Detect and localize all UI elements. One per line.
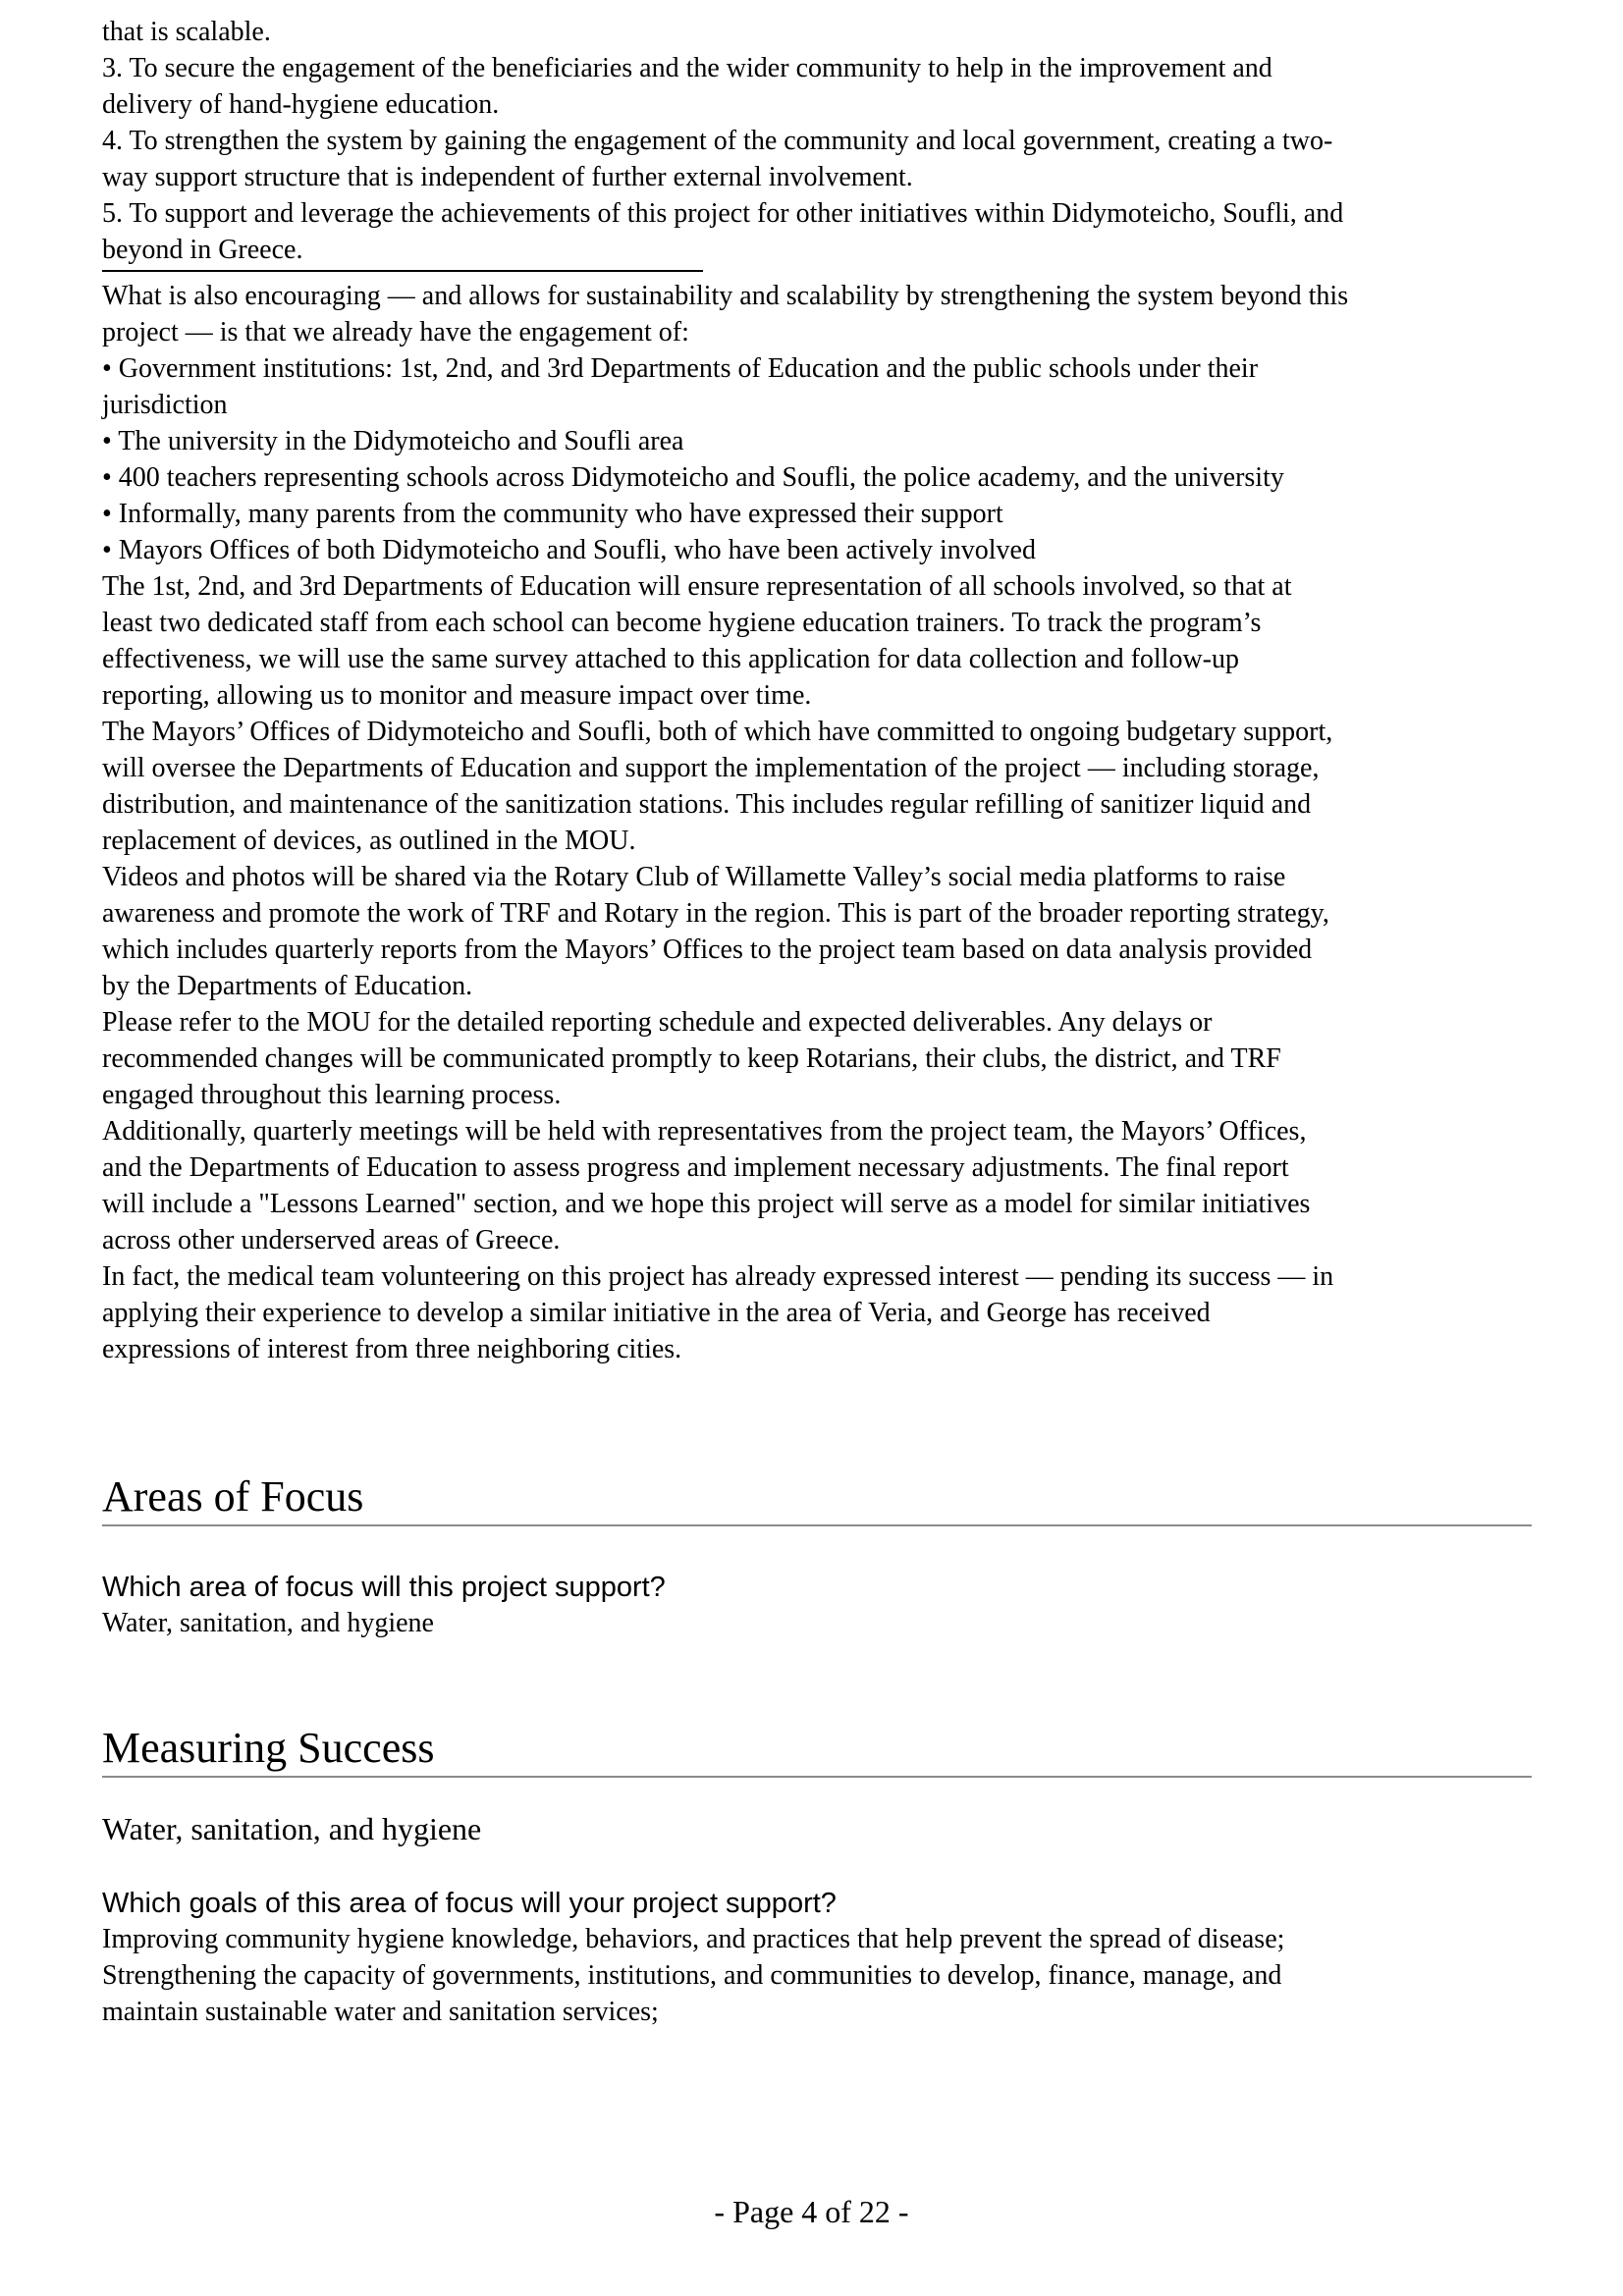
- text-line: The 1st, 2nd, and 3rd Departments of Education will ensure representation of all schools involved, so that at: [102, 571, 1292, 602]
- text-line: beyond in Greece.: [102, 235, 303, 265]
- text-line: across other underserved areas of Greece.: [102, 1225, 561, 1255]
- text-line: replacement of devices, as outlined in the MOU.: [102, 826, 636, 856]
- text-line: way support structure that is independent of further external involvement.: [102, 162, 913, 192]
- text-line: distribution, and maintenance of the sanitization stations. This includes regular refilling of sanitizer liquid and: [102, 789, 1312, 820]
- text-line: will oversee the Departments of Education and support the implementation of the project — including storage,: [102, 753, 1320, 783]
- answer-text: Water, sanitation, and hygiene: [102, 1608, 434, 1638]
- text-line: The Mayors’ Offices of Didymoteicho and Soufli, both of which have committed to ongoing budgetary support,: [102, 717, 1333, 747]
- text-line: awareness and promote the work of TRF and Rotary in the region. This is part of the broader reporting strategy,: [102, 898, 1329, 929]
- text-line: 4. To strengthen the system by gaining the engagement of the community and local government, creating a two-: [102, 126, 1333, 156]
- text-line: by the Departments of Education.: [102, 971, 473, 1001]
- text-line: engaged throughout this learning process.: [102, 1080, 562, 1110]
- objectives-list: [102, 14, 1536, 268]
- text-line: least two dedicated staff from each school can become hygiene education trainers. To track the program’s: [102, 608, 1262, 638]
- text-line: 3. To secure the engagement of the beneficiaries and the wider community to help in the improvement and: [102, 53, 1272, 83]
- areas-of-focus-section: [102, 1471, 1532, 1641]
- text-line: project — is that we already have the engagement of:: [102, 317, 689, 347]
- bullet-line: • Mayors Offices of both Didymoteicho and Soufli, who have been actively involved: [102, 535, 1036, 565]
- bullet-line: • 400 teachers representing schools across Didymoteicho and Soufli, the police academy, and the university: [102, 462, 1284, 493]
- answer-text: Strengthening the capacity of governments, institutions, and communities to develop, finance, manage, and: [102, 1960, 1282, 1991]
- answer-text: maintain sustainable water and sanitation services;: [102, 1997, 659, 2027]
- answer-text: Improving community hygiene knowledge, behaviors, and practices that help prevent the spread of disease;: [102, 1924, 1285, 1954]
- section-heading: Areas of Focus: [102, 1471, 1532, 1526]
- text-line: Please refer to the MOU for the detailed reporting schedule and expected deliverables. Any delays or: [102, 1007, 1213, 1038]
- text-line: Additionally, quarterly meetings will be held with representatives from the project team, the Mayors’ Offices,: [102, 1116, 1307, 1147]
- text-line: applying their experience to develop a similar initiative in the area of Veria, and George has received: [102, 1298, 1211, 1328]
- text-line: jurisdiction: [102, 390, 228, 420]
- project-narrative: [102, 14, 1536, 1367]
- bullet-line: • The university in the Didymoteicho and Soufli area: [102, 426, 684, 456]
- section-heading: Measuring Success: [102, 1723, 1532, 1778]
- area-of-focus-subtitle: Water, sanitation, and hygiene: [102, 1811, 482, 1846]
- text-line: delivery of hand-hygiene education.: [102, 89, 500, 120]
- sustainability-narrative: [102, 278, 1536, 1367]
- text-line: Videos and photos will be shared via the Rotary Club of Willamette Valley’s social media platforms to raise: [102, 862, 1286, 892]
- bullet-line: • Government institutions: 1st, 2nd, and 3rd Departments of Education and the public schools under their: [102, 353, 1259, 384]
- text-line: 5. To support and leverage the achievements of this project for other initiatives within Didymoteicho, Soufli, and: [102, 198, 1344, 229]
- question-label: Which goals of this area of focus will your project support?: [102, 1888, 837, 1919]
- text-line: recommended changes will be communicated promptly to keep Rotarians, their clubs, the district, and TRF: [102, 1043, 1281, 1074]
- question-label: Which area of focus will this project support?: [102, 1572, 666, 1603]
- bullet-line: • Informally, many parents from the community who have expressed their support: [102, 499, 1003, 529]
- separator-rule: [102, 270, 703, 272]
- text-line: In fact, the medical team volunteering on this project has already expressed interest — pending its success — in: [102, 1261, 1334, 1292]
- text-line: will include a "Lessons Learned" section, and we hope this project will serve as a model for similar initiatives: [102, 1189, 1311, 1219]
- text-line: expressions of interest from three neighboring cities.: [102, 1334, 682, 1364]
- text-line: that is scalable.: [102, 17, 271, 47]
- text-line: What is also encouraging — and allows for sustainability and scalability by strengthening the system beyond this: [102, 281, 1349, 311]
- text-line: and the Departments of Education to assess progress and implement necessary adjustments. The final report: [102, 1152, 1289, 1183]
- text-line: reporting, allowing us to monitor and measure impact over time.: [102, 680, 812, 711]
- text-line: effectiveness, we will use the same survey attached to this application for data collection and follow-up: [102, 644, 1239, 674]
- text-line: which includes quarterly reports from the Mayors’ Offices to the project team based on data analysis provided: [102, 934, 1313, 965]
- measuring-success-section: [102, 1723, 1532, 2030]
- page-number: - Page 4 of 22 -: [714, 2194, 909, 2229]
